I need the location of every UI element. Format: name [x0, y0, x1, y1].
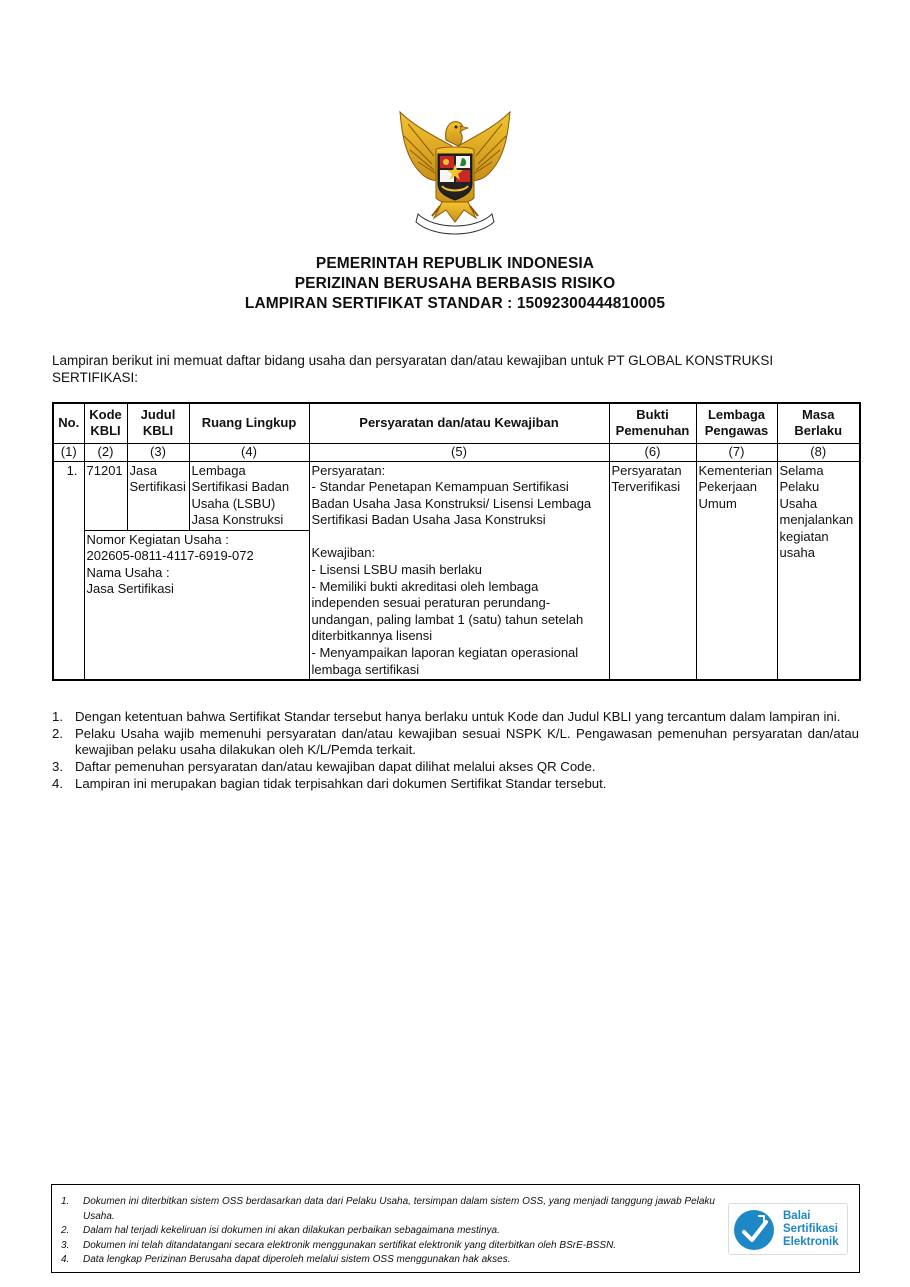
intro-line-2: SERTIFIKASI:	[52, 370, 139, 385]
list-item: 1. Dokumen ini diterbitkan sistem OSS berdasarkan data dari Pelaku Usaha, tersimpan dalam sistem OSS, yang menjadi tanggung jawab Pelaku Usaha.	[61, 1196, 715, 1222]
business-requirements-table	[52, 402, 861, 681]
col-number-8: (8)	[777, 443, 860, 461]
header-bukti-pemenuhan: Bukti Pemenuhan	[609, 403, 696, 443]
row-persyaratan-kewajiban: Persyaratan: - Standar Penetapan Kemampuan Sertifikasi Badan Usaha Jasa Konstruksi/ Lisensi Lembaga Sertifikasi Badan Usaha Jasa Konstruksi Kewajiban: - Lisensi LSBU masih berlaku - Memiliki bukti akreditasi oleh lembaga independen sesuai peraturan perundang- undangan, paling lambat 1 (satu) tahun setelah diterbitkannya lisensi - Menyampaikan laporan kegiatan operasional lembaga sertifikasi	[309, 461, 609, 680]
row-no: 1.	[53, 461, 84, 680]
footer-notes	[61, 1195, 729, 1268]
row-masa-berlaku: Selama Pelaku Usaha menjalankan kegiatan usaha	[777, 461, 860, 680]
header-ruang-lingkup: Ruang Lingkup	[189, 403, 309, 443]
bsre-seal-icon	[732, 1208, 778, 1252]
col-number-4: (4)	[189, 443, 309, 461]
table-row	[53, 461, 860, 530]
row-ruang-lingkup: Lembaga Sertifikasi Badan Usaha (LSBU) Jasa Konstruksi	[189, 461, 309, 530]
table-header-row	[53, 403, 860, 443]
col-number-7: (7)	[696, 443, 777, 461]
document-header	[0, 254, 910, 314]
header-lembaga-pengawas: Lembaga Pengawas	[696, 403, 777, 443]
list-item: 2. Pelaku Usaha wajib memenuhi persyaratan dan/atau kewajiban sesuai NSPK K/L. Pengawasan pemenuhan persyaratan dan/atau kewajiban pelaku usaha dilakukan oleh K/L/Pemda terkait.	[52, 725, 859, 758]
document-footer	[51, 1184, 860, 1273]
header-no: No.	[53, 403, 84, 443]
row-bukti-pemenuhan: Persyaratan Terverifikasi	[609, 461, 696, 680]
header-kode-kbli: Kode KBLI	[84, 403, 127, 443]
list-item: 4. Data lengkap Perizinan Berusaha dapat diperoleh melalui sistem OSS menggunakan hak akses.	[61, 1254, 511, 1266]
row-lembaga-pengawas: Kementerian Pekerjaan Umum	[696, 461, 777, 680]
list-item: 3. Daftar pemenuhan persyaratan dan/atau kewajiban dapat dilihat melalui akses QR Code.	[52, 759, 596, 775]
col-number-1: (1)	[53, 443, 84, 461]
row-kode-kbli: 71201	[84, 461, 127, 530]
header-masa-berlaku: Masa Berlaku	[777, 403, 860, 443]
list-item: 2. Dalam hal terjadi kekeliruan isi dokumen ini akan dilakukan perbaikan sebagaimana mestinya.	[61, 1225, 500, 1237]
bsre-logo	[728, 1203, 848, 1255]
logo-line-3: Elektronik	[783, 1236, 839, 1248]
header-judul-kbli: Judul KBLI	[127, 403, 189, 443]
col-number-2: (2)	[84, 443, 127, 461]
header-certificate-number: LAMPIRAN SERTIFIKAT STANDAR : 15092300444810005	[244, 295, 666, 312]
logo-line-2: Sertifikasi	[783, 1223, 838, 1235]
intro-line-1: Lampiran berikut ini memuat daftar bidang usaha dan persyaratan dan/atau kewajiban untuk PT GLOBAL KONSTRUKSI	[52, 353, 774, 368]
header-government: PEMERINTAH REPUBLIK INDONESIA	[315, 255, 595, 272]
col-number-3: (3)	[127, 443, 189, 461]
logo-line-1: Balai	[783, 1210, 811, 1222]
row-judul-kbli: Jasa Sertifikasi	[127, 461, 189, 530]
row-kegiatan-usaha: Nomor Kegiatan Usaha : 202605-0811-4117-6919-072 Nama Usaha : Jasa Sertifikasi	[84, 530, 309, 680]
col-number-5: (5)	[309, 443, 609, 461]
conditions-list	[52, 709, 859, 793]
header-persyaratan: Persyaratan dan/atau Kewajiban	[309, 403, 609, 443]
intro-text	[52, 352, 842, 386]
garuda-emblem	[394, 106, 516, 238]
header-licensing: PERIZINAN BERUSAHA BERBASIS RISIKO	[294, 275, 616, 292]
col-number-6: (6)	[609, 443, 696, 461]
list-item: 4. Lampiran ini merupakan bagian tidak terpisahkan dari dokumen Sertifikat Standar tersebut.	[52, 775, 607, 791]
list-item: 3. Dokumen ini telah ditandatangani secara elektronik menggunakan sertifikat elektronik yang diterbitkan oleh BSrE-BSSN.	[61, 1239, 617, 1251]
column-number-row	[53, 443, 860, 461]
list-item: 1. Dengan ketentuan bahwa Sertifikat Standar tersebut hanya berlaku untuk Kode dan Judul KBLI yang tercantum dalam lampiran ini.	[52, 709, 841, 724]
